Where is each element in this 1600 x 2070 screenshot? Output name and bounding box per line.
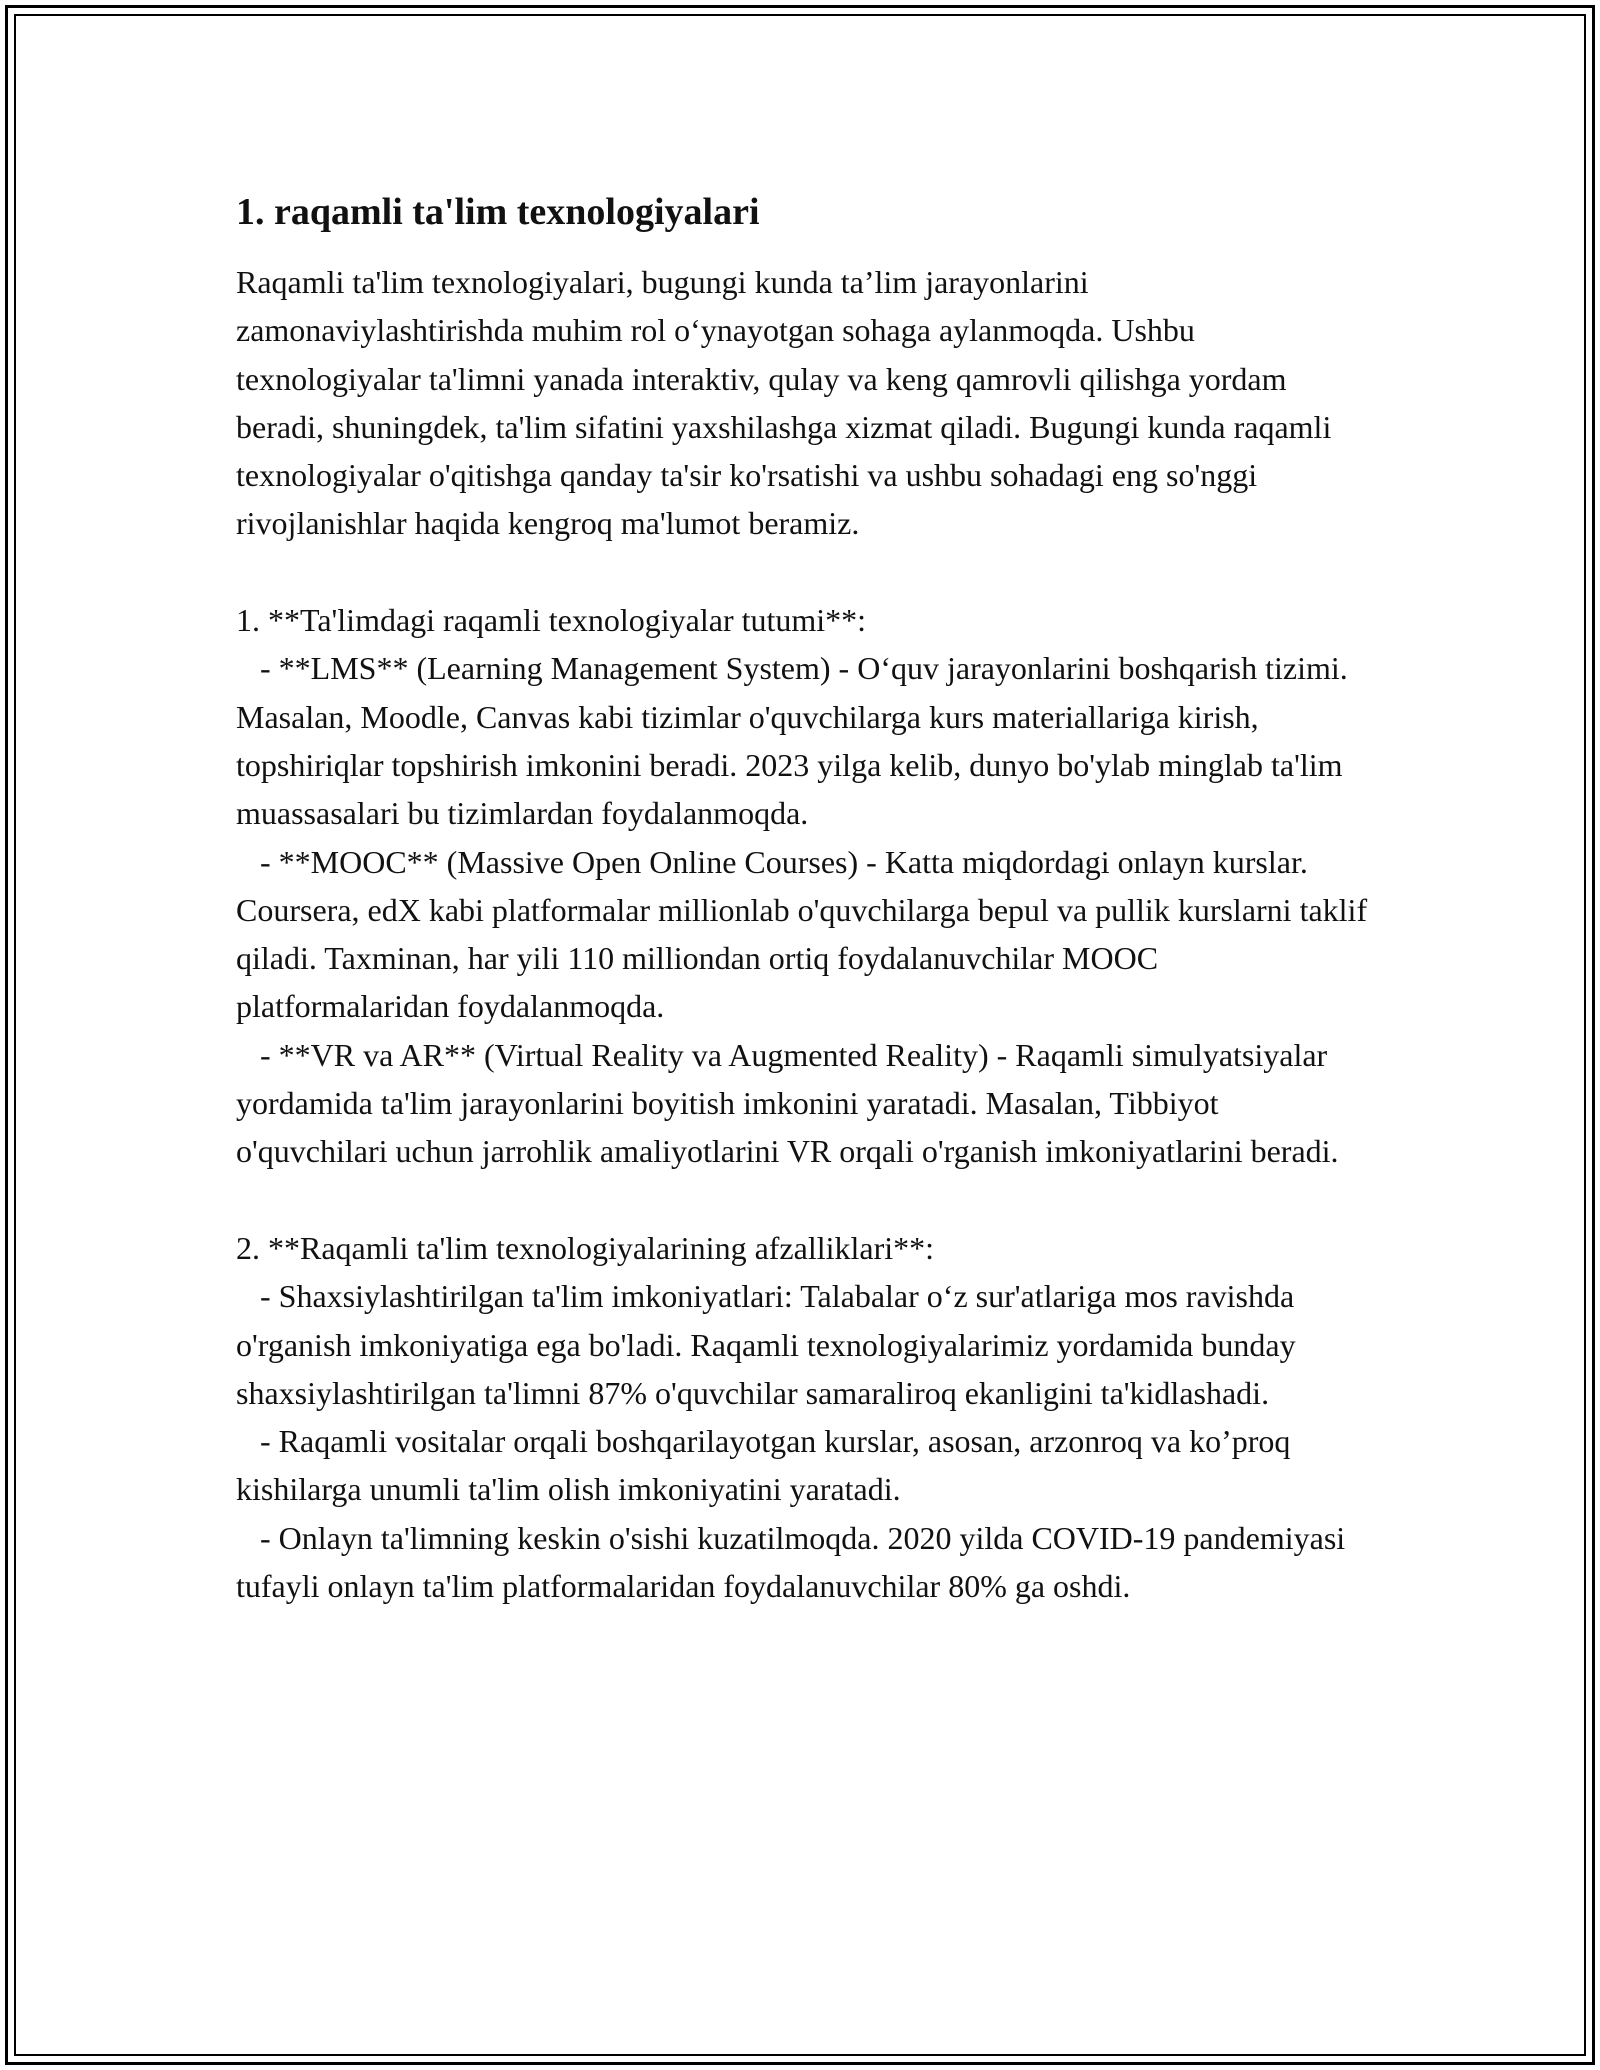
document-body [236, 188, 1376, 1610]
section-1-heading: 1. **Ta'limdagi raqamli texnologiyalar tutumi**: [236, 602, 867, 639]
section-2-item-personalized [236, 1272, 1376, 1417]
section-2-item-growth [236, 1514, 1376, 1611]
section-1-item-mooc [236, 838, 1376, 1031]
section-1-item-lms-text: - **LMS** (Learning Management System) - O‘quv jarayonlarini boshqarish tizimi. Masalan, Moodle, Canvas kabi tizimlar o'quvchilarga kurs materiallariga kirish, topshiriqlar topshirish imkonini beradi. 2023 yilga kelib, dunyo bo'ylab minglab ta'lim muassasalari bu tizimlardan foydalanmoqda. [236, 650, 1348, 832]
section-1-item-mooc-text: - **MOOC** (Massive Open Online Courses) - Katta miqdordagi onlayn kurslar. Coursera, edX kabi platformalar millionlab o'quvchilarga bepul va pullik kurslarni taklif qiladi. Taxminan, har yili 110 milliondan ortiq foydalanuvchilar MOOC platformalaridan foydalanmoqda. [236, 843, 1368, 1025]
document-title: 1. raqamli ta'lim texnologiyalari [236, 191, 760, 233]
section-1-item-vr-ar-text: - **VR va AR** (Virtual Reality va Augmented Reality) - Raqamli simulyatsiyalar yordamida ta'lim jarayonlarini boyitish imkonini yaratadi. Masalan, Tibbiyot o'quvchilari uchun jarrohlik amaliyotlarini VR orqali o'rganish imkoniyatlarini beradi. [236, 1036, 1339, 1170]
section-2-item-affordable [236, 1417, 1376, 1514]
section-2-item-affordable-text: - Raqamli vositalar orqali boshqarilayotgan kurslar, asosan, arzonroq va ko’proq kishilarga unumli ta'lim olish imkoniyatini yaratadi. [236, 1423, 1291, 1508]
intro-paragraph: Raqamli ta'lim texnologiyalari, bugungi kunda ta’lim jarayonlarini zamonaviylashtirishda muhim rol o‘ynayotgan sohaga aylanmoqda. Ushbu texnologiyalar ta'limni yanada interaktiv, qulay va keng qamrovli qilishga yordam beradi, shuningdek, ta'lim sifatini yaxshilashga xizmat qiladi. Bugungi kunda raqamli texnologiyalar o'qitishga qanday ta'sir ko'rsatishi va ushbu sohadagi eng so'nggi rivojlanishlar haqida kengroq ma'lumot beramiz. [236, 264, 1332, 542]
spacer [236, 548, 1376, 596]
spacer [236, 1176, 1376, 1224]
section-1-item-vr-ar [236, 1031, 1376, 1176]
section-2-item-personalized-text: - Shaxsiylashtirilgan ta'lim imkoniyatlari: Talabalar o‘z sur'atlariga mos ravishda o'rganish imkoniyatiga ega bo'ladi. Raqamli texnologiyalarimiz yordamida bunday shaxsiylashtirilgan ta'limni 87% o'quvchilar samaraliroq ekanligini ta'kidlashadi. [236, 1278, 1296, 1411]
section-1-item-lms [236, 644, 1376, 837]
section-2-item-growth-text: - Onlayn ta'limning keskin o'sishi kuzatilmoqda. 2020 yilda COVID-19 pandemiyasi tufayli onlayn ta'lim platformalaridan foydalanuvchilar 80% ga oshdi. [236, 1519, 1346, 1605]
section-2-heading: 2. **Raqamli ta'lim texnologiyalarining afzalliklari**: [236, 1229, 935, 1266]
